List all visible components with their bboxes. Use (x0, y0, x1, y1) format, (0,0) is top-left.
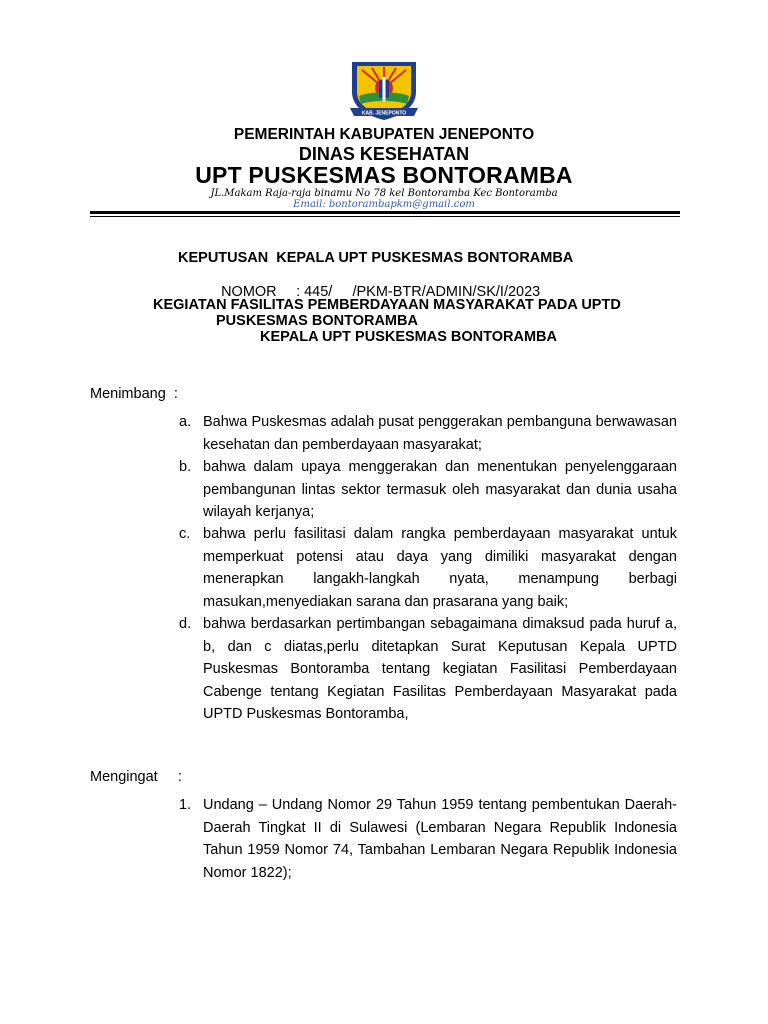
list-item-text: Undang – Undang Nomor 29 Tahun 1959 tentang pembentukan Daerah-Daerah Tingkat II di Sulawesi (Lembaran Negara Republik Indonesia Tahun 1959 Nomor 74, Tambahan Lembaran Negara Republik Indonesia Nomor 1822); (203, 797, 677, 881)
menimbang-item-a (179, 411, 677, 456)
jeneponto-regency-logo (346, 58, 422, 122)
decree-number-value: : 445/ /PKM-BTR/ADMIN/SK/I/2023 (296, 284, 541, 300)
address: JL.Makam Raja-raja binamu No 78 kel Bontoramba Kec Bontoramba (210, 188, 558, 199)
letterhead-rule-thick (90, 211, 680, 214)
mengingat-item-1 (179, 794, 677, 884)
list-item-text: Bahwa Puskesmas adalah pusat penggerakan pembanguna berwawasan kesehatan dan pemberdayaan masyarakat; (203, 414, 677, 453)
menimbang-label: Menimbang : (90, 386, 178, 402)
list-marker: d. (179, 616, 192, 632)
decree-subject-line1: KEGIATAN FASILITAS PEMBERDAYAAN MASYARAKAT PADA UPTD (153, 297, 621, 313)
decree-subject-line2: PUSKESMAS BONTORAMBA (216, 313, 418, 329)
decree-title: KEPUTUSAN KEPALA UPT PUSKESMAS BONTORAMBA (178, 250, 574, 266)
institution-name: UPT PUSKESMAS BONTORAMBA (195, 162, 573, 188)
government-name: PEMERINTAH KABUPATEN JENEPONTO (233, 126, 535, 143)
list-item-text: bahwa perlu fasilitasi dalam rangka pemberdayaan masyarakat untuk memperkuat potensi atau daya yang dimiliki masyarakat dengan menerapkan langakh-langkah nyata, menampung berbagi masukan,menyediakan sarana dan prasarana yang baik; (203, 526, 677, 610)
email-link[interactable]: Email: bontorambapkm@gmail.com (293, 199, 475, 210)
department-name: DINAS KESEHATAN (298, 144, 470, 164)
decree-number (213, 268, 540, 300)
letterhead-rule-thin (90, 216, 680, 217)
mengingat-label: Mengingat : (90, 769, 182, 785)
menimbang-item-d (179, 613, 677, 726)
list-marker: 1. (179, 797, 192, 813)
decree-subject-line3: KEPALA UPT PUSKESMAS BONTORAMBA (260, 329, 557, 345)
list-marker: a. (179, 414, 192, 430)
list-item-text: bahwa berdasarkan pertimbangan sebagaimana dimaksud pada huruf a, b, dan c diatas,perlu ditetapkan Surat Keputusan Kepala UPTD Puskesmas Bontoramba tentang kegiatan Fasilitasi Pemberdayaan Cabenge tentang Kegiatan Fasilitas Pemberdayaan Masyarakat pada UPTD Puskesmas Bontoramba, (203, 616, 677, 722)
menimbang-item-c (179, 523, 677, 613)
decree-number-label: NOMOR (221, 284, 277, 300)
list-marker: b. (179, 459, 192, 475)
menimbang-item-b (179, 456, 677, 524)
list-marker: c. (179, 526, 191, 542)
logo-ribbon-text: KAB. JENEPONTO (361, 110, 407, 117)
list-item-text: bahwa dalam upaya menggerakan dan menentukan penyelenggaraan pembangunan lintas sektor termasuk oleh masyarakat dan dunia usaha wilayah kerjanya; (203, 459, 677, 520)
